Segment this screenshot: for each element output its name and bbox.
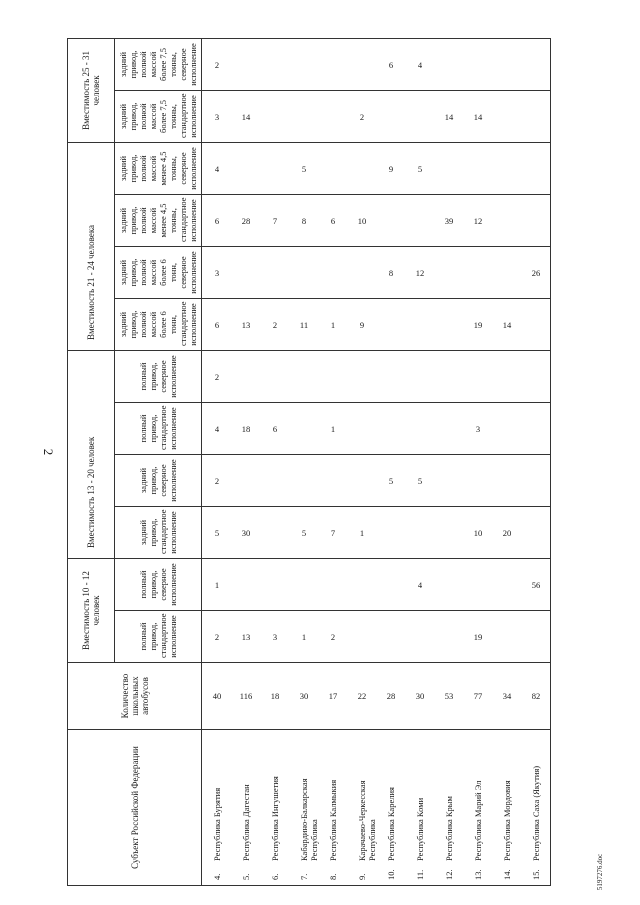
header-total: Количество школьных автобусов — [68, 663, 202, 730]
value-cell — [231, 247, 260, 299]
value-cell — [405, 195, 434, 247]
value-cell-value: 1 — [214, 579, 219, 590]
value-cell-value: 28 — [241, 215, 250, 226]
value-cell — [289, 142, 318, 194]
table-row — [202, 38, 232, 885]
value-cell-value: 2 — [272, 319, 277, 330]
value-cell — [492, 299, 521, 351]
value-cell — [202, 299, 232, 351]
value-cell — [318, 507, 347, 559]
value-cell — [202, 507, 232, 559]
subheader-cell: задний привод, полной массой менее 4,5 тонны, стандартное исполнение — [115, 195, 202, 247]
value-cell-value: 11 — [299, 319, 308, 330]
value-cell — [231, 142, 260, 194]
value-cell — [347, 195, 376, 247]
region-cell — [463, 730, 492, 886]
value-cell — [463, 195, 492, 247]
value-cell — [434, 247, 463, 299]
value-cell — [289, 38, 318, 90]
total-cell — [260, 663, 289, 730]
value-cell — [434, 611, 463, 663]
value-cell-value: 3 — [214, 267, 219, 278]
region-name: Республика Марий Эл — [473, 780, 483, 861]
value-cell — [521, 90, 551, 142]
value-cell — [347, 403, 376, 455]
value-cell — [318, 247, 347, 299]
value-cell — [202, 38, 232, 90]
value-cell — [492, 507, 521, 559]
region-name: Республика Саха (Якутия) — [531, 765, 541, 861]
value-cell — [260, 611, 289, 663]
value-cell — [376, 247, 405, 299]
value-cell — [318, 351, 347, 403]
row-number: 4. — [212, 873, 222, 880]
value-cell — [434, 403, 463, 455]
row-number: 15. — [531, 869, 541, 880]
value-cell — [492, 90, 521, 142]
table-row — [289, 38, 318, 885]
value-cell — [318, 90, 347, 142]
value-cell — [492, 455, 521, 507]
value-cell-value: 1 — [330, 319, 335, 330]
value-cell — [405, 38, 434, 90]
value-cell-value: 2 — [214, 475, 219, 486]
value-cell — [405, 403, 434, 455]
value-cell-value: 4 — [214, 423, 219, 434]
value-cell — [492, 142, 521, 194]
value-cell — [347, 142, 376, 194]
total-cell-value: 40 — [212, 691, 221, 701]
value-cell — [405, 611, 434, 663]
document-code: 5197276.doc — [596, 853, 604, 891]
value-cell — [376, 90, 405, 142]
value-cell — [434, 38, 463, 90]
value-cell — [376, 38, 405, 90]
value-cell — [434, 142, 463, 194]
row-number: 9. — [357, 873, 367, 880]
region-cell — [434, 730, 463, 886]
value-cell — [434, 195, 463, 247]
total-cell-value: 82 — [531, 691, 540, 701]
value-cell-value: 19 — [473, 319, 482, 330]
total-cell — [347, 663, 376, 730]
value-cell — [347, 611, 376, 663]
value-cell — [521, 351, 551, 403]
value-cell — [318, 142, 347, 194]
value-cell — [289, 247, 318, 299]
value-cell-value: 30 — [241, 527, 250, 538]
value-cell-value: 5 — [301, 163, 306, 174]
school-bus-table — [67, 38, 551, 886]
value-cell — [434, 559, 463, 611]
subheader-cell: задний привод, полной массой более 7,5 тонны, стандартное исполнение — [115, 90, 202, 142]
region-name: Республика Бурятия — [212, 787, 222, 861]
value-cell-value: 6 — [272, 423, 277, 434]
region-name: Республика Карелия — [386, 787, 396, 861]
table-row — [521, 38, 551, 885]
value-cell-value: 14 — [502, 319, 511, 330]
value-cell — [347, 299, 376, 351]
value-cell — [202, 90, 232, 142]
total-cell — [434, 663, 463, 730]
subheader-cell: полный привод, стандартное исполнение — [115, 611, 202, 663]
subheader-cell: полный привод, северное исполнение — [115, 559, 202, 611]
value-cell-value: 5 — [417, 475, 422, 486]
value-cell — [521, 611, 551, 663]
page-number: 2 — [41, 448, 56, 456]
value-cell — [202, 247, 232, 299]
value-cell-value: 8 — [388, 267, 393, 278]
table-row — [463, 38, 492, 885]
value-cell — [202, 455, 232, 507]
value-cell-value: 12 — [415, 267, 424, 278]
header-capacity-10-12: Вместимость 10 - 12 человек — [68, 559, 115, 663]
value-cell-value: 14 — [444, 111, 453, 122]
value-cell-value: 1 — [330, 423, 335, 434]
table-row — [260, 38, 289, 885]
header-capacity-25-31: Вместимость 25 - 31 человек — [68, 38, 115, 142]
region-cell — [492, 730, 521, 886]
value-cell-value: 5 — [417, 163, 422, 174]
value-cell — [260, 507, 289, 559]
value-cell — [231, 351, 260, 403]
region-cell — [260, 730, 289, 886]
value-cell — [318, 559, 347, 611]
value-cell — [521, 559, 551, 611]
value-cell — [318, 611, 347, 663]
total-cell — [202, 663, 232, 730]
region-cell — [318, 730, 347, 886]
table-row — [318, 38, 347, 885]
value-cell-value: 26 — [531, 267, 540, 278]
value-cell — [492, 38, 521, 90]
total-cell — [492, 663, 521, 730]
value-cell — [463, 247, 492, 299]
row-number: 6. — [270, 873, 280, 880]
value-cell — [318, 403, 347, 455]
value-cell — [289, 403, 318, 455]
value-cell — [289, 351, 318, 403]
value-cell — [521, 195, 551, 247]
value-cell — [202, 559, 232, 611]
region-name: Республика Дагестан — [241, 784, 251, 861]
subheader-cell: задний привод, полной массой более 7,5 тонны, северное исполнение — [115, 38, 202, 90]
region-cell — [289, 730, 318, 886]
total-cell — [405, 663, 434, 730]
region-cell — [231, 730, 260, 886]
value-cell — [405, 142, 434, 194]
row-number: 14. — [502, 869, 512, 880]
value-cell — [231, 38, 260, 90]
value-cell — [463, 455, 492, 507]
value-cell — [434, 507, 463, 559]
value-cell — [260, 142, 289, 194]
value-cell — [347, 507, 376, 559]
subheader-cell: задний привод, северное исполнение — [115, 455, 202, 507]
value-cell — [289, 559, 318, 611]
value-cell-value: 13 — [241, 319, 250, 330]
total-cell-value: 30 — [299, 691, 308, 701]
value-cell — [260, 455, 289, 507]
value-cell — [405, 90, 434, 142]
value-cell-value: 6 — [330, 215, 335, 226]
value-cell — [231, 611, 260, 663]
value-cell — [405, 507, 434, 559]
subheader-cell: задний привод, полной массой более 6 тонн, стандартное исполнение — [115, 299, 202, 351]
value-cell — [376, 403, 405, 455]
value-cell — [347, 90, 376, 142]
table-row — [434, 38, 463, 885]
value-cell — [347, 559, 376, 611]
row-number: 12. — [444, 869, 454, 880]
value-cell — [463, 351, 492, 403]
total-cell-value: 22 — [357, 691, 366, 701]
value-cell-value: 9 — [388, 163, 393, 174]
value-cell — [202, 351, 232, 403]
value-cell-value: 7 — [272, 215, 277, 226]
value-cell-value: 13 — [241, 631, 250, 642]
value-cell — [463, 38, 492, 90]
region-name: Республика Коми — [415, 797, 425, 861]
value-cell — [405, 559, 434, 611]
value-cell — [463, 507, 492, 559]
value-cell — [347, 351, 376, 403]
value-cell — [347, 247, 376, 299]
value-cell — [463, 142, 492, 194]
total-cell-value: 77 — [473, 691, 482, 701]
table-row — [231, 38, 260, 885]
table-body — [202, 38, 551, 885]
rotated-table-container — [67, 38, 617, 886]
row-number: 13. — [473, 869, 483, 880]
value-cell-value: 1 — [359, 527, 364, 538]
value-cell — [405, 351, 434, 403]
value-cell — [521, 507, 551, 559]
region-cell — [347, 730, 376, 886]
value-cell — [260, 403, 289, 455]
value-cell — [231, 403, 260, 455]
value-cell — [376, 559, 405, 611]
value-cell — [405, 455, 434, 507]
value-cell — [202, 403, 232, 455]
total-cell — [463, 663, 492, 730]
region-cell — [202, 730, 232, 886]
value-cell — [376, 142, 405, 194]
value-cell — [260, 559, 289, 611]
value-cell — [289, 195, 318, 247]
value-cell-value: 18 — [241, 423, 250, 434]
total-cell-value: 34 — [502, 691, 511, 701]
value-cell — [463, 559, 492, 611]
subheader-cell: задний привод, полной массой более 6 тонн, северное исполнение — [115, 247, 202, 299]
value-cell-value: 10 — [357, 215, 366, 226]
value-cell — [521, 455, 551, 507]
value-cell-value: 2 — [214, 59, 219, 70]
value-cell — [405, 247, 434, 299]
value-cell — [463, 299, 492, 351]
row-number: 5. — [241, 873, 251, 880]
row-number: 7. — [299, 873, 309, 880]
value-cell — [434, 455, 463, 507]
value-cell — [318, 455, 347, 507]
total-cell — [521, 663, 551, 730]
value-cell — [231, 455, 260, 507]
value-cell-value: 5 — [214, 527, 219, 538]
value-cell — [318, 38, 347, 90]
value-cell — [434, 90, 463, 142]
value-cell — [289, 90, 318, 142]
table-row — [347, 38, 376, 885]
value-cell-value: 6 — [388, 59, 393, 70]
value-cell — [376, 195, 405, 247]
table-row — [376, 38, 405, 885]
value-cell-value: 2 — [359, 111, 364, 122]
row-number: 8. — [328, 873, 338, 880]
total-cell — [289, 663, 318, 730]
value-cell — [405, 299, 434, 351]
row-number: 11. — [415, 869, 425, 880]
subheader-cell: полный привод, северное исполнение — [115, 351, 202, 403]
value-cell-value: 2 — [214, 631, 219, 642]
value-cell — [260, 299, 289, 351]
value-cell-value: 10 — [473, 527, 482, 538]
row-number: 10. — [386, 869, 396, 880]
value-cell — [521, 403, 551, 455]
value-cell-value: 7 — [330, 527, 335, 538]
value-cell-value: 14 — [241, 111, 250, 122]
value-cell-value: 12 — [473, 215, 482, 226]
value-cell — [289, 299, 318, 351]
value-cell — [521, 247, 551, 299]
value-cell — [202, 611, 232, 663]
region-name: Республика Крым — [444, 796, 454, 861]
value-cell — [492, 351, 521, 403]
value-cell-value: 56 — [531, 579, 540, 590]
value-cell — [289, 611, 318, 663]
header-capacity-13-20: Вместимость 13 - 20 человек — [68, 351, 115, 559]
value-cell — [376, 507, 405, 559]
value-cell-value: 4 — [417, 579, 422, 590]
value-cell-value: 39 — [444, 215, 453, 226]
value-cell — [492, 247, 521, 299]
value-cell — [376, 351, 405, 403]
value-cell — [231, 507, 260, 559]
value-cell-value: 4 — [417, 59, 422, 70]
region-name: Карачаево-Черкесская Республика — [357, 780, 377, 861]
value-cell — [463, 90, 492, 142]
value-cell — [463, 611, 492, 663]
value-cell — [231, 559, 260, 611]
value-cell-value: 1 — [301, 631, 306, 642]
value-cell-value: 6 — [214, 319, 219, 330]
value-cell-value: 3 — [475, 423, 480, 434]
value-cell — [260, 247, 289, 299]
value-cell-value: 6 — [214, 215, 219, 226]
region-name: Республика Ингушетия — [270, 776, 280, 861]
total-cell-value: 18 — [270, 691, 279, 701]
total-cell — [231, 663, 260, 730]
value-cell-value: 8 — [301, 215, 306, 226]
value-cell-value: 5 — [388, 475, 393, 486]
value-cell — [492, 611, 521, 663]
value-cell — [260, 195, 289, 247]
value-cell — [463, 403, 492, 455]
region-cell — [376, 730, 405, 886]
region-cell — [405, 730, 434, 886]
value-cell — [231, 299, 260, 351]
value-cell — [492, 559, 521, 611]
header-capacity-21-24: Вместимость 21 - 24 человека — [68, 142, 115, 350]
region-cell — [521, 730, 551, 886]
header-subject: Субъект Российской Федерации — [68, 730, 202, 886]
value-cell-value: 4 — [214, 163, 219, 174]
value-cell — [376, 299, 405, 351]
value-cell — [202, 142, 232, 194]
region-name: Республика Мордовия — [502, 780, 512, 861]
value-cell — [318, 195, 347, 247]
value-cell — [521, 38, 551, 90]
total-cell-value: 116 — [239, 691, 252, 701]
value-cell — [231, 195, 260, 247]
region-name: Кабардино-Балкарская Республика — [299, 778, 319, 861]
value-cell-value: 9 — [359, 319, 364, 330]
value-cell — [289, 455, 318, 507]
subheader-cell: задний привод, стандартное исполнение — [115, 507, 202, 559]
value-cell-value: 5 — [301, 527, 306, 538]
total-cell-value: 17 — [328, 691, 337, 701]
total-cell — [318, 663, 347, 730]
value-cell — [347, 38, 376, 90]
value-cell — [434, 351, 463, 403]
value-cell-value: 2 — [330, 631, 335, 642]
value-cell-value: 3 — [214, 111, 219, 122]
table-row — [405, 38, 434, 885]
region-name: Республика Калмыкия — [328, 779, 338, 861]
value-cell-value: 14 — [473, 111, 482, 122]
value-cell — [434, 299, 463, 351]
value-cell — [318, 299, 347, 351]
value-cell — [231, 90, 260, 142]
value-cell — [260, 351, 289, 403]
value-cell — [521, 142, 551, 194]
value-cell-value: 20 — [502, 527, 511, 538]
table-row — [492, 38, 521, 885]
value-cell — [347, 455, 376, 507]
value-cell — [260, 90, 289, 142]
value-cell — [492, 195, 521, 247]
total-cell-value: 30 — [415, 691, 424, 701]
value-cell-value: 2 — [214, 371, 219, 382]
total-cell-value: 28 — [386, 691, 395, 701]
total-cell-value: 53 — [444, 691, 453, 701]
value-cell — [376, 455, 405, 507]
value-cell — [521, 299, 551, 351]
value-cell — [376, 611, 405, 663]
total-cell — [376, 663, 405, 730]
value-cell — [492, 403, 521, 455]
value-cell — [260, 38, 289, 90]
subheader-cell: полный привод, стандартное исполнение — [115, 403, 202, 455]
subheader-cell: задний привод, полной массой менее 4,5 тонны, северное исполнение — [115, 142, 202, 194]
value-cell-value: 3 — [272, 631, 277, 642]
value-cell — [289, 507, 318, 559]
value-cell — [202, 195, 232, 247]
value-cell-value: 19 — [473, 631, 482, 642]
